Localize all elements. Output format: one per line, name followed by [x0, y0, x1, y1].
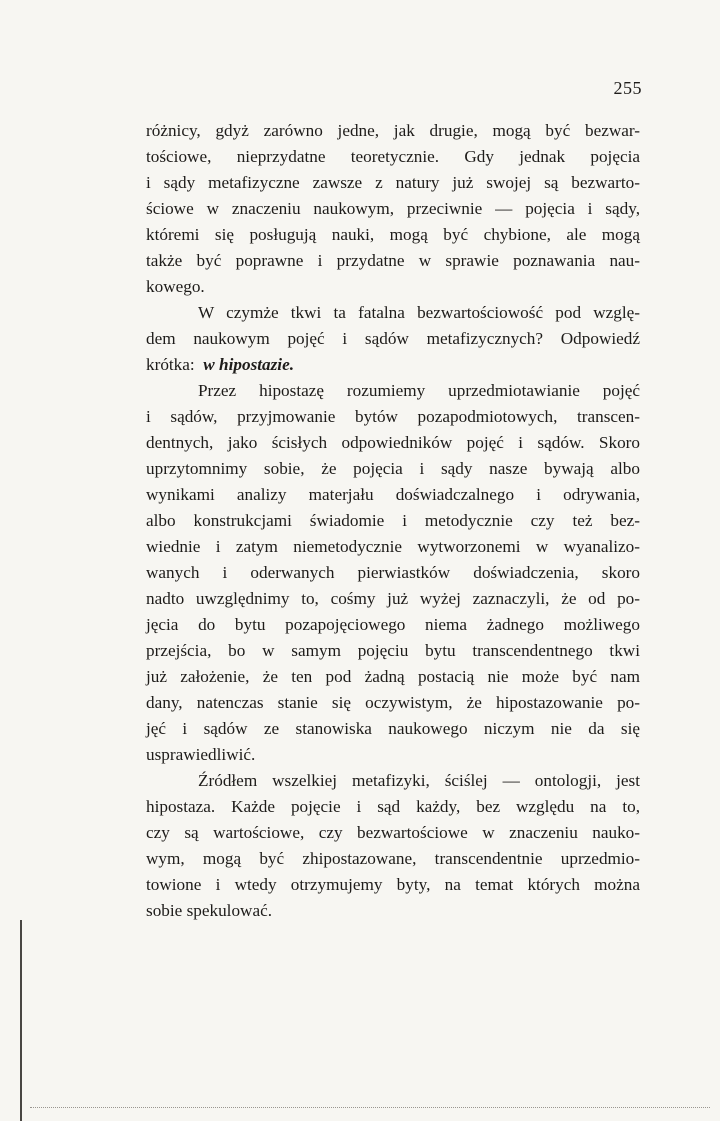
text-line: jęć i sądów ze stanowiska naukowego niczym nie da się — [146, 719, 640, 738]
text-line: wynikami analizy materjału doświadczalnego i odrywania, — [146, 485, 640, 504]
paragraph-start-line: W czymże tkwi ta fatalna bezwartościowość pod wzglę- — [198, 303, 640, 322]
text-line: dany, natenczas stanie się oczywistym, że hipostazowanie po- — [146, 693, 640, 712]
text-line: dentnych, jako ścisłych odpowiedników pojęć i sądów. Skoro — [146, 433, 640, 452]
text-line: towione i wtedy otrzymujemy byty, na temat których można — [146, 875, 640, 894]
text-line: tościowe, nieprzydatne teoretycznie. Gdy jednak pojęcia — [146, 147, 640, 166]
text-line: już założenie, że ten pod żadną postacią nie może być nam — [146, 667, 640, 686]
text-line: dem naukowym pojęć i sądów metafizycznych? Odpowiedź — [146, 329, 640, 348]
text-line: któremi się posługują nauki, mogą być chybione, ale mogą — [146, 225, 640, 244]
paragraph-start-line: Przez hipostazę rozumiemy uprzedmiotawianie pojęć — [198, 381, 640, 400]
text-line: i sądy metafizyczne zawsze z natury już swojej są bezwarto- — [146, 173, 640, 192]
text-line: nadto uwzględnimy to, cośmy już wyżej zaznaczyli, że od po- — [146, 589, 640, 608]
text-line: i sądów, przyjmowanie bytów pozapodmiotowych, transcen- — [146, 407, 640, 426]
text-line: czy są wartościowe, czy bezwartościowe w znaczeniu nauko- — [146, 823, 640, 842]
text-line: wanych i oderwanych pierwiastków doświadczenia, skoro — [146, 563, 640, 582]
text-line: albo konstrukcjami świadomie i metodycznie czy też bez- — [146, 511, 640, 530]
text-line: wym, mogą być zhipostazowane, transcendentnie uprzedmio- — [146, 849, 640, 868]
text-line: usprawiedliwić. — [146, 745, 256, 764]
text-line — [146, 352, 640, 378]
page-number: 255 — [613, 78, 642, 98]
body-text — [146, 118, 640, 924]
text-line: także być poprawne i przydatne w sprawie poznawania nau- — [146, 251, 640, 270]
text-line: ściowe w znaczeniu naukowym, przeciwnie — pojęcia i sądy, — [146, 199, 640, 218]
text-line: różnicy, gdyż zarówno jedne, jak drugie, mogą być bezwar- — [146, 121, 640, 140]
text-span: krótka: — [146, 355, 195, 374]
text-line: przejścia, bo w samym pojęciu bytu transcendentnego tkwi — [146, 641, 640, 660]
text-line: jęcia do bytu pozapojęciowego niema żadnego możliwego — [146, 615, 640, 634]
text-line: uprzytomnimy sobie, że pojęcia i sądy nasze bywają albo — [146, 459, 640, 478]
text-line: wiednie i zatym niemetodycznie wytworzonemi w wyanalizo- — [146, 537, 640, 556]
binding-edge — [20, 920, 22, 1121]
paragraph-start-line: Źródłem wszelkiej metafizyki, ściślej — ontologji, jest — [198, 771, 640, 790]
emphasized-term: w hipostazie. — [203, 355, 295, 374]
scan-edge — [30, 1107, 710, 1108]
text-line: sobie spekulować. — [146, 901, 273, 920]
text-line: kowego. — [146, 277, 205, 296]
text-line: hipostaza. Każde pojęcie i sąd każdy, bez względu na to, — [146, 797, 640, 816]
